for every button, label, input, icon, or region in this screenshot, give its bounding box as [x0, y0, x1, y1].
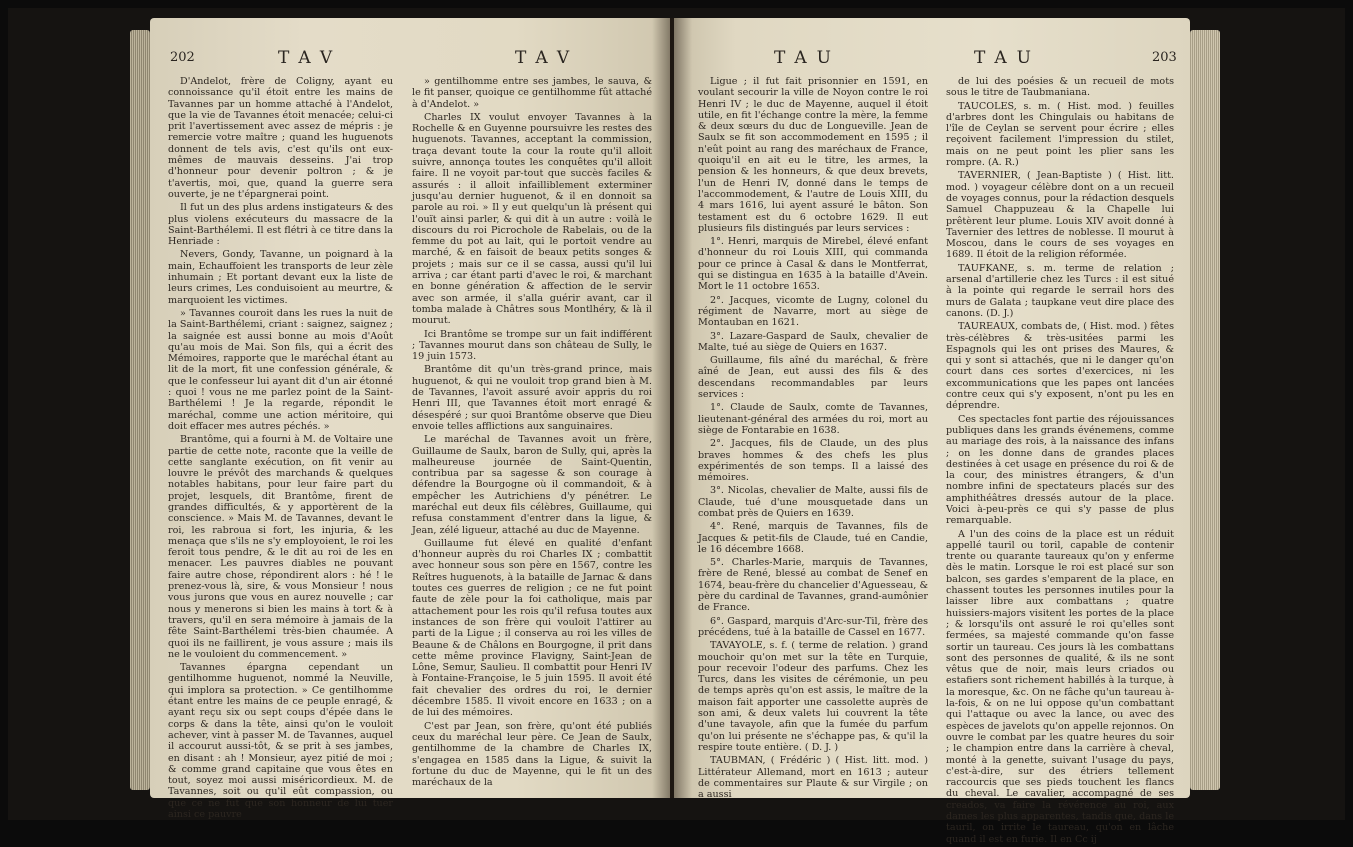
running-head-left-2: TAV — [515, 48, 580, 68]
text-paragraph: D'Andelot, frère de Coligny, ayant eu connoissance qu'il étoit entre les mains de Tavannes par un homme attaché à l'Andelot, que la vie de Tavannes étoit menacée; celui-ci prit l'avertissement avec assez de mépris : je remercie votre maître ; quand les huguenots donnent de tels avis, c'est qu'ils ont eux-mêmes de mauvais desseins. J'ai trop d'honneur pour devenir poltron ; & je t'avertis, moi, que, quand la guerre sera ouverte, je ne t'épargnerai point. — [168, 76, 393, 200]
text-paragraph: 4°. René, marquis de Tavannes, fils de Jacques & petit-fils de Claude, tué en Candie, le 16 décembre 1668. — [698, 521, 928, 555]
text-paragraph: Charles IX voulut envoyer Tavannes à la Rochelle & en Guyenne poursuivre les restes des huguenots. Tavannes, acceptant la commission, traça devant toute la cour la route qu'il alloit suivre, annonça toutes les conquêtes qu'il alloit faire. Il ne voyoit par-tout que succès faciles & assurés : il alloit infailliblement exterminer jusqu'au dernier huguenot, & il en donnoit sa parole au roi. » Il y eut quelqu'un là présent qui l'ouït ainsi parler, & qui dit à un autre : voilà le discours du roi Picrochole de Rabelais, ou de la femme du pot au lait, qui le portoit vendre au marché, & en faisoit de beaux petits songes & projets ; mais sur ce il se cassa, aussi qu'il lui arriva ; car étant parti d'avec le roi, & marchant en bonne génération & affection de le servir avec son armée, il s'alla guérir avant, car il tomba malade à Châtres sous Montlhéry, & là il mourut. — [412, 111, 652, 327]
text-paragraph: 1°. Henri, marquis de Mirebel, élevé enfant d'honneur du roi Louis XIII, qui commanda pour ce prince à Casal & dans le Montferrat, qui se distingua en 1635 à la bataille d'Avein. Mort le 11 octobre 1653. — [698, 236, 928, 293]
text-paragraph: A l'un des coins de la place est un réduit appellé tauril ou toril, capable de contenir trente ou quarante taureaux qu'on y enferme dès le matin. Lorsque le roi est placé sur son balcon, ses gardes s'emparent de la place, en chassent toutes les personnes inutiles pour la laisser libre aux combattans ; quatre huissiers-majors visitent les portes de la place ; & lorsqu'ils ont assuré le roi qu'elles sont fermées, sa majesté commande qu'on fasse sortir un taureau. Ces jours là les combattans sont des personnes de qualité, & ils ne sont vêtus que de noir, mais leurs criados ou estafiers sont richement habillés à la turque, à la moresque, &c. On ne fâche qu'un taureau à-la-fois, & on ne lui oppose qu'un combattant qui l'attaque ou avec la lance, ou avec des espèces de javelots qu'on appelle rejonnos. On ouvre le combat par les quatre heures du soir ; le champion entre dans la carrière à cheval, monté à la genette, suivant l'usage du pays, c'est-à-dire, sur des étriers tellement raccourcis que ses pieds touchent les flancs du cheval. Le cavalier, accompagné de ses creados, va faire la révérence au roi, aux dames les plus apparentes, tandis que, dans le tauril, on irrite le taureau, qu'on en lâche quand il est en furie. Il en Cc ij — [946, 528, 1174, 845]
text-paragraph: Il fut un des plus ardens instigateurs & des plus violens exécuteurs du massacre de la Saint-Barthélemi. Il est flétri à ce titre dans la Henriade : — [168, 202, 393, 248]
text-paragraph: TAUBMAN, ( Frédéric ) ( Hist. litt. mod. ) Littérateur Allemand, mort en 1613 ; auteur de commentaires sur Plaute & sur Virgile ; on a aussi — [698, 755, 928, 801]
text-paragraph: Brantôme, qui a fourni à M. de Voltaire une partie de cette note, raconte que la veille de cette sanglante exécution, on fit venir au louvre le prévôt des marchands & quelques notables habitans, pour leur faire part du projet, lesquels, dit Brantôme, firent de grandes difficultés, & y apportèrent de la conscience. » Mais M. de Tavannes, devant le roi, les rabroua si fort, les injuria, & les menaça que s'ils ne s'y employoient, le roi les feroit tous pendre, & le dit au roi de les en menacer. Les pauvres diables ne pouvant faire autre chose, répondirent alors : hé ! le prenez-vous là, sire, & vous Monsieur ! nous vous jurons que vous en aurez nouvelle ; car nous y menerons si bien les mains à tort & à travers, qu'il en sera mémoire à jamais de la fête Saint-Barthélemi très-bien chaumée. A quoi ils ne faillirent, je vous assure ; mais ils ne le vouloient du commencement. » — [168, 434, 393, 660]
running-head-left-1: TAV — [278, 48, 343, 68]
left-page — [150, 18, 670, 820]
text-paragraph: Ici Brantôme se trompe sur un fait indifférent ; Tavannes mourut dans son château de Sully, le 19 juin 1573. — [412, 328, 652, 363]
text-paragraph: TAUFKANE, s. m. terme de relation ; arsenal d'artillerie chez les Turcs : il est situé à la pointe qui regarde le serrail hors des murs de Galata ; taupkane veut dire place des canons. (D. J.) — [946, 262, 1174, 319]
text-paragraph: 3°. Lazare-Gaspard de Saulx, chevalier de Malte, tué au siège de Quiers en 1637. — [698, 330, 928, 353]
running-head-right-1: TAU — [774, 48, 842, 68]
text-paragraph: de lui des poésies & un recueil de mots sous le titre de Taubmaniana. — [946, 76, 1174, 99]
page-number-left: 202 — [170, 50, 195, 65]
page-edges-right — [1190, 30, 1220, 790]
text-paragraph: 6°. Gaspard, marquis d'Arc-sur-Til, frère des précédens, tué à la bataille de Cassel en 1677. — [698, 615, 928, 638]
right-column-1 — [698, 76, 928, 802]
text-paragraph: Tavannes épargna cependant un gentilhomme huguenot, nommé la Neuville, qui implora sa protection. » Ce gentilhomme étant entre les mains de ce peuple enragé, & ayant reçu six ou sept coups d'épée dans le corps & dans la tête, ainsi qu'on le vouloit achever, vint à passer M. de Tavannes, auquel il accourut aussi-tôt, & se prit à ses jambes, en disant : ah ! Monsieur, ayez pitié de moi ; & comme grand capitaine que vous êtes en tout, soyez moi aussi miséricordieux. M. de Tavannes, soit ou qu'il eût compassion, ou que ce ne fut que son honneur de lui tuer ainsi ce pauvre — [168, 662, 393, 820]
page-edges-left — [130, 30, 150, 790]
text-paragraph: TAVERNIER, ( Jean-Baptiste ) ( Hist. litt. mod. ) voyageur célèbre dont on a un recueil de voyages connus, pour la rédaction desquels Samuel Chappuzeau & la Chapelle lui prêtèrent leur plume. Louis XIV avoit donné à Tavernier des lettres de noblesse. Il mourut à Moscou, dans le cours de ses voyages en 1689. Il étoit de la religion réformée. — [946, 170, 1174, 261]
text-paragraph: 2°. Jacques, fils de Claude, un des plus braves hommes & des chefs les plus expérimentés de son temps. Il a laissé des mémoires. — [698, 438, 928, 484]
text-paragraph: TAUCOLES, s. m. ( Hist. mod. ) feuilles d'arbres dont les Chingulais ou habitans de l'île de Ceylan se servent pour écrire ; elles reçoivent facilement l'impression du stilet, mais on ne peut point les plier sans les rompre. (A. R.) — [946, 100, 1174, 169]
text-paragraph: TAVAYOLE, s. f. ( terme de relation. ) grand mouchoir qu'on met sur la tête en Turquie, pour recevoir l'odeur des parfums. Chez les Turcs, dans les visites de cérémonie, un peu de temps après qu'on est assis, le maître de la maison fait apporter une cassolette auprès de son ami, & deux valets lui couvrent la tête d'une tavayole, afin que la fumée du parfum qu'on lui présente ne s'échappe pas, & qu'il la respire toute entière. ( D. J. ) — [698, 640, 928, 753]
right-column-2 — [946, 76, 1174, 847]
running-head-right-2: TAU — [974, 48, 1042, 68]
text-paragraph: » Tavannes couroit dans les rues la nuit de la Saint-Barthélemi, criant : saignez, saignez ; la saignée est aussi bonne au mois d'Août qu'au mois de Mai. Son fils, qui a écrit des Mémoires, rapporte que le maréchal étant au lit de la mort, fit une confession générale, & que le confesseur lui ayant dit d'un air étonné : quoi ! vous ne me parlez point de la Saint-Barthélemi ! Je la regarde, répondit le maréchal, comme une action méritoire, qui doit effacer mes autres péchés. » — [168, 307, 393, 432]
page-number-right: 203 — [1152, 50, 1177, 65]
text-paragraph: 2°. Jacques, vicomte de Lugny, colonel du régiment de Navarre, mort au siège de Montauban en 1621. — [698, 294, 928, 329]
text-paragraph: Guillaume, fils aîné du maréchal, & frère aîné de Jean, eut aussi des fils & des descendans recommandables par leurs services : — [698, 355, 928, 401]
text-paragraph: Guillaume fut élevé en qualité d'enfant d'honneur auprès du roi Charles IX ; combattit avec honneur sous son père en 1567, contre les Reîtres huguenots, à la bataille de Jarnac & dans toutes ces guerres de religion ; ce ne fut point faute de zèle pour la foi catholique, mais par attachement pour les rois qu'il refusa toutes aux instances de son frère qui vouloit l'attirer au parti de la Ligue ; il conserva au roi les villes de Beaune & de Châlons en Bourgogne, il prit dans cette même province Flavigny, Saint-Jean de Lône, Semur, Saulieu. Il combattit pour Henri IV à Fontaine-Françoise, le 5 juin 1595. Il avoit été fait chevalier des ordres du roi, le dernier décembre 1585. Il vivoit encore en 1633 ; on a de lui des mémoires. — [412, 537, 652, 719]
left-column-2 — [412, 76, 652, 790]
text-paragraph: Ces spectacles font partie des réjouissances publiques dans les grands événemens, comme au mariage des rois, à la naissance des infans ; on les donne dans de grandes places destinées à cet usage en présence du roi & de la cour, des ministres étrangers, & d'un nombre infini de spectateurs placés sur des amphithéâtres dressés autour de la place. Voici à-peu-près ce qui s'y passe de plus remarquable. — [946, 413, 1174, 527]
text-paragraph: 1°. Claude de Saulx, comte de Tavannes, lieutenant-général des armées du roi, mort au siège de Fontarabie en 1638. — [698, 402, 928, 436]
text-paragraph: Nevers, Gondy, Tavanne, un poignard à la main, Echauffoient les transports de leur zèle inhumain ; Et portant devant eux la liste de leurs crimes, Les conduisoient au meurtre, & marquoient les victimes. — [168, 249, 393, 306]
text-paragraph: TAUREAUX, combats de, ( Hist. mod. ) fêtes très-célèbres & très-usitées parmi les Espagnols qui les ont prises des Maures, & qui y sont si attachés, que ni le danger qu'on court dans ces sortes d'exercices, ni les excommunications que les papes ont lancées contre ceux qui s'y exposent, n'ont pu les en déprendre. — [946, 321, 1174, 412]
book-gutter — [652, 18, 692, 798]
text-paragraph: 3°. Nicolas, chevalier de Malte, aussi fils de Claude, tué d'une mousquetade dans un combat près de Quiers en 1639. — [698, 485, 928, 519]
right-page — [674, 18, 1190, 845]
text-paragraph: Brantôme dit qu'un très-grand prince, mais huguenot, & qui ne vouloit trop grand bien à M. de Tavannes, l'avoit assuré avoir appris du roi Henri III, que Tavannes étoit mort enragé & désespéré ; sur quoi Brantôme observe que Dieu envoie telles afflictions aux sanguinaires. — [412, 364, 652, 432]
text-paragraph: Le maréchal de Tavannes avoit un frère, Guillaume de Saulx, baron de Sully, qui, après la malheureuse journée de Saint-Quentin, contribua par sa sagesse & son courage à défendre la Bourgogne où il commandoit, & à empêcher les Autrichiens d'y pénétrer. Le maréchal eut deux fils célèbres, Guillaume, qui refusa constamment d'entrer dans la ligue, & Jean, zélé ligueur, attaché au duc de Mayenne. — [412, 434, 652, 536]
text-paragraph: 5°. Charles-Marie, marquis de Tavannes, frère de René, blessé au combat de Senef en 1674, beau-frère du chancelier d'Aguesseau, & père du cardinal de Tavannes, grand-aumônier de France. — [698, 557, 928, 614]
text-paragraph: » gentilhomme entre ses jambes, le sauva, & le fit panser, quoique ce gentilhomme fût attaché à d'Andelot. » — [412, 76, 652, 110]
text-paragraph: Ligue ; il fut fait prisonnier en 1591, en voulant secourir la ville de Noyon contre le roi Henri IV ; le duc de Mayenne, auquel il étoit utile, en fit l'échange contre la mère, la femme & deux sœurs du duc de Longueville. Jean de Saulx se fit son accommodement en 1595 ; il n'eût point au rang des maréchaux de France, quoiqu'il en ait eu le titre, les armes, la pension & les honneurs, & que deux brevets, l'un de Henri IV, donné dans le temps de l'accommodement, & l'autre de Louis XIII, du 4 mars 1616, lui ayent assuré le bâton. Son testament est du 6 octobre 1629. Il eut plusieurs fils distingués par leurs services : — [698, 76, 928, 234]
left-column-1 — [168, 76, 393, 822]
text-paragraph: C'est par Jean, son frère, qu'ont été publiés ceux du maréchal leur père. Ce Jean de Saulx, gentilhomme de la chambre de Charles IX, s'engagea en 1585 dans la Ligue, & suivit la fortune du duc de Mayenne, qui le fit un des maréchaux de la — [412, 720, 652, 789]
